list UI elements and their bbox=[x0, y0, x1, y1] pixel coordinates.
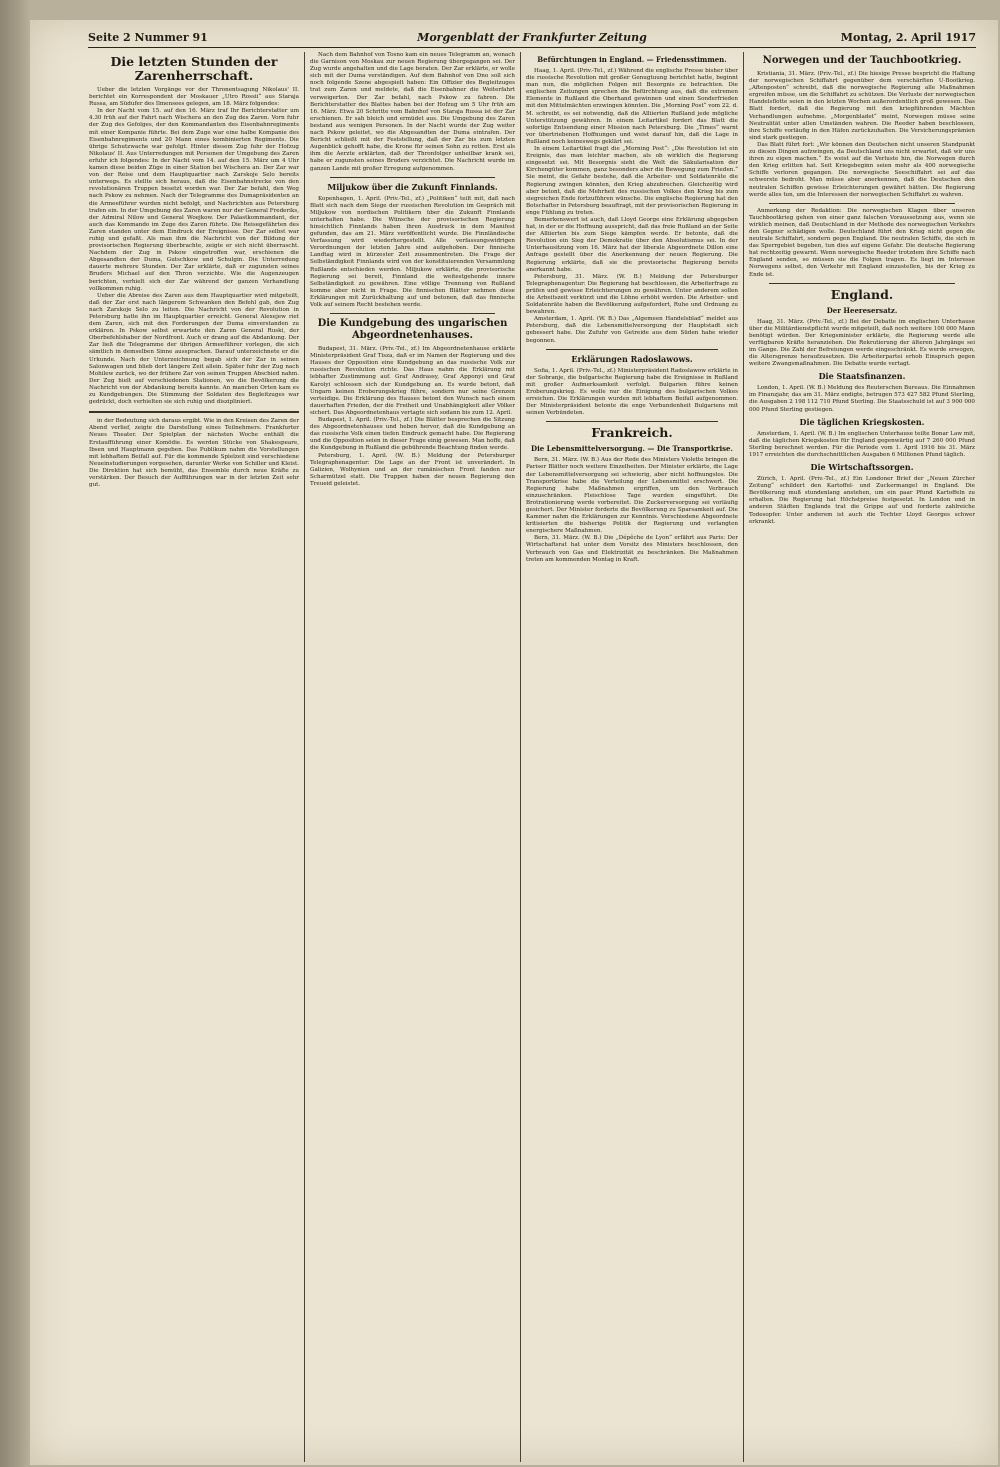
subheadline-lebensmittelversorgung: Die Lebensmittelversorgung. — Die Transportkrise. bbox=[531, 444, 733, 454]
feuilleton-rule bbox=[89, 411, 299, 413]
article-body: In der Nacht vom 15. auf den 16. März traf Ihr Berichterstatter um 4.30 früh auf der Fahrt nach Wischera an den Zug des Zaren. Vorn fuhr der Zug des Gefolges, der den Kommandanten des Eisenbahnregiments mit einer Kompanie führte. Bei dem Zuge war eine halbe Kompanie des Eisenbahnregiments und 20 Mann eines kombinierten Regiments. Die übrige Schutzwache war gefolgt. Hinter diesem Zug fuhr der Hofzug Nikolaus' II. Aus Unterredungen mit Personen der Umgebung des Zaren erfuhr ich folgendes: In der Nacht vom 14. auf den 15. März um 4 Uhr kamen diese beiden Züge in einer Station bei Wischera an. Der Zar war von der Reise und dem Hauptquartier nach Zarskoje Selo bereits unterwegs. Es stellte sich heraus, daß die Eisenbahnstrecke von den revolutionären Truppen besetzt worden war. Der Zar befahl, den Weg nach Pskow zu nehmen. Nach der Telegramme des Dumapräsidenten an die Armeeführer wurden nicht befolgt, und Nachrichten aus Petersburg trafen ein. In der Umgebung des Zaren waren nur der General Frederiks, der Admiral Nilow und General Woejkow. Der Palastkommandant, der auch das Kommando im Zuge des Zaren führte. Die Reisegefährten des Zaren standen unter dem Eindruck der Ereignisse. Der Zar selbst war ruhig und gefaßt. Als man ihm die Nachricht von der Bildung der provisorischen Regierung überbrachte, zeigte er sich nicht überrascht. Nachdem der Zug in Pskow eingetroffen war, erschienen die Abgesandten der Duma, Gutschkow und Schulgin. Die Unterredung dauerte mehrere Stunden. Der Zar erklärte, daß er zugunsten seines Bruders Michael auf den Thron verzichte. Wie die Augenzeugen berichten, verhielt sich der Zar während der ganzen Verhandlung vollkommen ruhig. bbox=[89, 108, 299, 292]
issue-date: Montag, 2. April 1917 bbox=[840, 31, 976, 44]
article-body: Budapest, 31. März. (Priv.-Tel., zf.) Im Abgeordnetenhause erklärte Ministerpräsident Graf Tisza, daß er im Namen der Regierung und des Hauses der Opposition eine Kundgebung an das russische Volk zur russischen Revolution richte. Das Haus nahm die Erklärung mit lebhafter Zustimmung auf. Graf Andrassy, Graf Apponyi und Graf Karolyi schlossen sich der Kundgebung an. Es wurde betont, daß Ungarn keinen Eroberungskrieg führe, sondern nur seine Grenzen verteidige. Die Erklärung des Hauses betont den Wunsch nach einem dauerhaften Frieden, der die Freiheit und Unabhängigkeit aller Völker sichert. Das Abgeordnetenhaus vertagte sich sodann bis zum 12. April. bbox=[310, 346, 515, 416]
article-body: Amsterdam, 1. April. (W. B.) Das „Algemeen Handelsblad“ meldet aus Petersburg, daß die Lebensmittelversorgung der Hauptstadt sich gebessert habe. Die Zufuhr von Getreide aus dem Süden habe wieder begonnen. bbox=[526, 316, 738, 344]
headline-ungarisches-abgeordnetenhaus: Die Kundgebung des ungarischen Abgeordnetenhauses. bbox=[317, 318, 508, 342]
column-3 bbox=[526, 52, 738, 1452]
masthead-rule bbox=[88, 47, 976, 48]
article-separator bbox=[769, 203, 955, 204]
article-body: Sofia, 1. April. (Priv.-Tel., zf.) Ministerpräsident Radoslawow erklärte in der Sobranje, die bulgarische Regierung habe die Ereignisse in Rußland mit großer Aufmerksamkeit verfolgt. Bulgarien führe keinen Eroberungskrieg. Es wolle nur die Einigung des bulgarischen Volkes erreichen. Die Erklärungen wurden mit lebhaftem Beifall aufgenommen. Der Ministerpräsident betonte die enge Verbundenheit Bulgariens mit seinen Verbündeten. bbox=[526, 367, 738, 417]
column-1 bbox=[89, 52, 299, 1452]
feuilleton-text: in der Bedeutung sich daraus ergibt. Wie in den Kreisen des Zaren der Abend verlief, zeigte die Darstellung eines Teilnehmers. Frankfurter Neues Theater. Der Spielplan der nächsten Woche enthält die Erstaufführung einer Komödie. Es werden Stücke von Shakespeare, Ibsen und Hauptmann gegeben. Das Publikum nahm die Vorstellungen mit lebhaftem Beifall auf. Für die kommende Spielzeit sind verschiedene Neueinstudierungen vorgesehen, darunter Werke von Schiller und Kleist. Die Direktion hat sich bemüht, das Ensemble durch neue Kräfte zu verstärken. Der Besuch der Aufführungen war in der letzten Zeit sehr gut. bbox=[89, 418, 299, 489]
page-masthead bbox=[88, 31, 976, 47]
article-body: Amsterdam, 1. April. (W. B.) Im englischen Unterhause teilte Bonar Law mit, daß die täglichen Kriegskosten für England gegenwärtig auf 7 260 000 Pfund Sterling berechnet werden. Für die Periode vom 1. April 1916 bis 31. März 1917 erreichten die durchschnittlichen Ausgaben 6 Millionen Pfund täglich. bbox=[749, 430, 975, 458]
article-body: Kristiania, 31. März. (Priv.-Tel., zf.) Die hiesige Presse bespricht die Haltung der norwegischen Schiffahrt gegenüber dem verschärften U-Bootkrieg. „Aftenposten“ schreibt, daß die norwegische Regierung alle Maßnahmen ergreifen müsse, um die Schiffahrt zu schützen. Die Verluste der norwegischen Handelsflotte seien in den letzten Wochen außerordentlich groß gewesen. Das Blatt fordert, daß die Regierung mit den kriegführenden Mächten Verhandlungen aufnehme. „Morgenbladet“ meint, Norwegen müsse seine Neutralität unter allen Umständen wahren. Die Reeder haben beschlossen, ihre Schiffe vorläufig in den Häfen zurückzuhalten. Die Versicherungsprämien sind stark gestiegen. bbox=[749, 71, 975, 141]
headline-zarenherrschaft: Die letzten Stunden der Zarenherrschaft. bbox=[110, 54, 278, 83]
article-body: Kopenhagen, 1. April. (Priv.-Tel., zf.) „Politiken“ teilt mit, daß nach Blatt sich nach dem Siege der russischen Revolution im Gespräch mit Miljukow von nordischen Politikern über die Zukunft Finnlands unterhalten habe. Die Wünsche der provisorischen Regierung hinsichtlich Finnlands haben ihren Ausdruck in dem Manifest gefunden, das am 21. März veröffentlicht wurde. Die Finnländische Verfassung wird wiederhergestellt. Alle verfassungswidrigen Verordnungen der letzten Jahre sind aufgehoben. Der finnische Landtag wird in kürzester Zeit zusammentreten. Die Frage der Selbständigkeit Finnlands wird von der konstituierenden Versammlung Rußlands entschieden werden. Miljukow erklärte, die provisorische Regierung sei bereit, Finnland die weitestgehende innere Selbständigkeit zu gewähren. Eine völlige Trennung von Rußland komme aber nicht in Frage. Die finnischen Blätter nehmen diese Erklärungen mit Zurückhaltung auf und betonen, daß das finnische Volk auf seinem Recht bestehen werde. bbox=[310, 195, 515, 308]
article-body: In einem Leitartikel fragt die „Morning Post“: „Die Revolution ist ein Ereignis, das man leichter machen, als ob wirklich die Regierung eingesetzt sei. Mit Besorgnis sieht die Welt die Säkularisation der Kirchengüter kommen, ganz besonders aber die Bewegung zum Frieden.“ Sie meint, die Gefahr bestehe, daß die Arbeiter- und Soldatenräte die Regierung zwingen könnten, den Krieg abzubrechen. Gleichzeitig wird aber betont, daß die Mehrheit des russischen Volkes den Krieg bis zum siegreichen Ende fortzuführen wünsche. Die englische Regierung hat den Botschafter in Petersburg beauftragt, mit der provisorischen Regierung in enge Fühlung zu treten. bbox=[526, 146, 738, 216]
article-body: Haag, 31. März. (Priv.-Tel., zf.) Bei der Debatte im englischen Unterhause über die Militärdienstpflicht wurde mitgeteilt, daß noch weitere 100 000 Mann benötigt würden. Der Kriegsminister erklärte, die Regierung werde alle verfügbaren Kräfte heranziehen. Die Rekrutierung der älteren Jahrgänge sei im Gange. Die Zahl der Befreiungen werde eingeschränkt. Es werde erwogen, die Altersgrenze heraufzusetzen. Die Arbeiterpartei erhob Einspruch gegen weitere Zwangsmaßnahmen. Die Debatte wurde vertagt. bbox=[749, 318, 975, 368]
article-body: Petersburg, 31. März. (W. B.) Meldung der Petersburger Telegraphenagentur: Die Regierung hat beschlossen, die Arbeiterfrage zu prüfen und gewisse Erleichterungen zu gewähren. Unter anderem sollen die Arbeitszeit verkürzt und die Löhne erhöht werden. Die Arbeiter- und Soldatenräte haben die Bevölkerung aufgefordert, Ruhe und Ordnung zu bewahren. bbox=[526, 273, 738, 316]
article-separator bbox=[769, 283, 955, 284]
subheadline-heeresersatz: Der Heeresersatz. bbox=[826, 305, 898, 315]
article-body: London, 1. April. (W. B.) Meldung des Reuterschen Bureaus. Die Einnahmen im Finanzjahr, das am 31. März endigte, betrugen 573 427 582 Pfund Sterling, die Ausgaben 2 198 112 710 Pfund Sterling. Die Staatsschuld ist auf 3 900 000 000 Pfund Sterling gestiegen. bbox=[749, 385, 975, 413]
article-intro: Ueber die letzten Vorgänge vor der Thronentsagung Nikolaus' II. berichtet ein Korrespondent der Moskauer „Utro Rossii“ aus Staraja Russa, am Südufer des Ilmensees gelegen, am 18. März folgendes: bbox=[89, 87, 299, 108]
page-edge-shadow bbox=[0, 0, 30, 1467]
article-separator bbox=[546, 349, 718, 350]
headline-kriegskosten: Die täglichen Kriegskosten. bbox=[799, 416, 925, 427]
headline-staatsfinanzen: Die Staatsfinanzen. bbox=[818, 371, 906, 382]
article-body: Bern, 31. März. (W. B.) Aus der Rede des Ministers Violette bringen die Pariser Blätter noch weitere Einzelheiten. Der Minister erklärte, die Lage der Lebensmittelversorgung sei schwierig, aber nicht hoffnungslos. Die Transportkrise habe die Verteilung der Lebensmittel erschwert. Die Regierung habe Maßnahmen ergriffen, um den Verbrauch einzuschränken. Fleischlose Tage wurden eingeführt. Die Brotrationierung werde vorbereitet. Die Zuckerversorgung sei vorläufig gesichert. Der Minister forderte die Bevölkerung zu Sparsamkeit auf. Die Kammer nahm die Erklärungen zur Kenntnis. Verschiedene Abgeordnete kritisierten die bisherige Politik der Regierung und verlangten energischere Maßnahmen. bbox=[526, 457, 738, 535]
article-continuation: Nach dem Bahnhof von Tosno kam ein neues Telegramm an, wonach die Garnison von Moskau zur neuen Regierung übergegangen sei. Der Zug wurde angehalten und die Lage beraten. Der Zar erklärte, er wolle sich mit der Duma verständigen. Auf dem Bahnhof von Dno soll sich noch folgende Szene abgespielt haben: Ein Offizier des Begleitzuges trat zum Zaren und meldete, daß die Eisenbahner die Weiterfahrt verweigerten. Der Zar befahl, nach Pskow zu fahren. Die Berichterstatter des Blattes haben bei der Hofzug um 5 Uhr früh am 16. März. Etwa 20 Schritte vom Bahnhof von Staraja Russa ist der Zar erschienen. Er sah bleich und ermüdet aus. Die Umgebung des Zaren bestand aus wenigen Personen. In der Nacht wurde der Zug weiter nach Pskow geleitet, wo die Abgesandten der Duma eintrafen. Der Bericht schließt mit der Feststellung, daß der Zar bis zum letzten Augenblick gehofft habe, die Krone für seinen Sohn zu retten. Erst als ihm die Aerzte erklärten, daß der Thronfolger unheilbar krank sei, habe er zugunsten seines Bruders verzichtet. Die Nachricht wurde im ganzen Lande mit großer Erregung aufgenommen. bbox=[310, 52, 515, 172]
column-rule bbox=[743, 52, 744, 1462]
article-separator bbox=[330, 313, 495, 314]
article-body: Budapest, 1. April. (Priv.-Tel., zf.) Die Blätter besprechen die Sitzung des Abgeordnetenhauses und heben hervor, daß die Kundgebung an das russische Volk einen tiefen Eindruck gemacht habe. Die Regierung und die Opposition seien in dieser Frage einig gewesen. Man hoffe, daß die Kundgebung in Rußland die gebührende Beachtung finden werde. bbox=[310, 417, 515, 452]
newspaper-title: Morgenblatt der Frankfurter Zeitung bbox=[417, 31, 647, 44]
article-body: Haag, 1. April. (Priv.-Tel., zf.) Während die englische Presse bisher über die russische Revolution mit großer Genugtuung berichtet hatte, beginnt man nun, die möglichen Folgen mit Besorgnis zu betrachten. Die englischen Zeitungen sprechen die Befürchtung aus, daß die extremen Elemente in Rußland die Oberhand gewinnen und einen Sonderfrieden mit den Mittelmächten erzwingen könnten. Die „Morning Post“ vom 22. d. M. schreibt, es sei notwendig, daß die Alliierten Rußland jede mögliche Unterstützung gewähren. In einem Leitartikel fordert das Blatt die sofortige Entsendung einer Mission nach Petersburg. Die „Times“ warnt vor übertriebenen Hoffnungen und weist darauf hin, daß die Lage in Rußland noch keineswegs geklärt sei. bbox=[526, 68, 738, 145]
article-body: Bern, 31. März. (W. B.) Die „Dépêche de Lyon“ erfährt aus Paris: Der Wirtschaftsrat hat unter dem Vorsitz des Ministers beschlossen, den Verbrauch von Gas und Elektrizität zu beschränken. Die Maßnahmen treten am kommenden Montag in Kraft. bbox=[526, 535, 738, 563]
article-body: Das Blatt führt fort: „Wir können den Deutschen nicht unseren Standpunkt zu diesen Dingen aufzwingen, da Deutschland uns nicht erwartet, daß wir uns ihren zu eigen machen.“ Es weist auf die Verluste hin, die Norwegen durch den Krieg erlitten hat. Seit Kriegsbeginn seien mehr als 400 norwegische Schiffe verloren gegangen. Die norwegische Seeschiffahrt sei auf das schwerste bedroht. Man müsse aber anerkennen, daß die Deutschen den neutralen Schiffen gewisse Erleichterungen gewährt hätten. Die Regierung werde alles tun, um die Interessen der norwegischen Schiffahrt zu wahren. bbox=[749, 141, 975, 198]
headline-befuerchtungen-england: Befürchtungen in England. — Friedensstimmen. bbox=[537, 55, 727, 64]
page-number: Seite 2 Nummer 91 bbox=[88, 31, 208, 44]
headline-miljukow-finnland: Miljukow über die Zukunft Finnlands. bbox=[327, 181, 498, 192]
column-rule bbox=[304, 52, 305, 1462]
article-body: Ueber die Abreise des Zaren aus dem Hauptquartier wird mitgeteilt, daß der Zar erst nach längerem Schwanken den Befehl gab, den Zug nach Zarskoje Selo zu leiten. Die Nachricht von der Revolution in Petersburg hatte ihn im Hauptquartier erreicht. General Alexejew riet dem Zaren, sich mit den Forderungen der Duma einverstanden zu erklären. In Pskow selbst erwartete den Zaren General Ruski, der Oberbefehlshaber der Nordfront. Auch er drang auf die Abdankung. Der Zar ließ die Telegramme der übrigen Armeeführer vorlegen, die sich sämtlich in demselben Sinne aussprachen. Darauf unterzeichnete er die Urkunde. Nach der Unterzeichnung begab sich der Zar in seinen Salonwagen und blieb dort längere Zeit allein. Später fuhr der Zug nach Mohilew zurück, wo der frühere Zar von seinen Truppen Abschied nahm. Der Zug hielt auf verschiedenen Stationen, wo die Bevölkerung die Nachricht von der Abdankung bereits kannte. An manchen Orten kam es zu Kundgebungen. Die Stimmung der Soldaten des Begleitzuges war gedrückt, doch verhielten sie sich ruhig und diszipliniert. bbox=[89, 292, 299, 406]
headline-wirtschaftssorgen: Die Wirtschaftssorgen. bbox=[810, 462, 914, 473]
article-separator bbox=[330, 177, 495, 178]
column-2 bbox=[310, 52, 515, 1452]
headline-england: England. bbox=[830, 286, 894, 302]
column-4 bbox=[749, 52, 975, 1452]
column-rule bbox=[520, 52, 521, 1462]
editorial-note: Anmerkung der Redaktion: Die norwegischen Klagen über unseren Tauchbootkrieg gehen von einer ganz falschen Voraussetzung aus, wenn sie wirklich meinen, daß Deutschland in der Methode des norwegischen Verkehrs den Gegner schädigen wolle. Deutschland führt den Krieg nicht gegen die neutrale Schiffahrt, sondern gegen England. Die neutralen Schiffe, die sich in das Sperrgebiet begeben, tun dies auf eigene Gefahr. Die deutsche Regierung hat rechtzeitig gewarnt. Wenn norwegische Reeder trotzdem ihre Schiffe nach England senden, so müssen sie die Folgen tragen. Es liegt im Interesse Norwegens selbst, den Verkehr mit England einzustellen, bis der Krieg zu Ende ist. bbox=[749, 207, 975, 278]
article-body: Petersburg, 1. April. (W. B.) Meldung der Petersburger Telegraphenagentur: Die Lage an der Front ist unverändert. In Galizien, Wolhynien und an der rumänischen Front fanden nur Scharmützel statt. Die Truppen haben der neuen Regierung den Treueid geleistet. bbox=[310, 452, 515, 487]
article-body: Zürich, 1. April. (Priv.-Tel., zf.) Ein Londoner Brief der „Neuen Zürcher Zeitung“ schildert den Kartoffel- und Zuckermangel in England. Die Bevölkerung muß stundenlang anstehen, um ein paar Pfund Kartoffeln zu erhalten. Die Regierung hat Höchstpreise festgesetzt. In London und in anderen Städten Englands trat die Grippe auf und forderte zahlreiche Todesopfer. Unter anderem ist auch die Tochter Lloyd Georges schwer erkrankt. bbox=[749, 476, 975, 525]
article-body: Bemerkenswert ist auch, daß Lloyd George eine Erklärung abgegeben hat, in der er die Hoffnung ausspricht, daß das freie Rußland an der Seite der Alliierten bis zum Siege kämpfen werde. Er betonte, daß die Revolution ein Sieg der Demokratie über den Absolutismus sei. In der Unterhausitzung vom 16. März hat der liberale Abgeordnete Dillon eine Anfrage gestellt über die Anerkennung der neuen Regierung. Die Regierung erklärte, daß sie die provisorische Regierung bereits anerkannt habe. bbox=[526, 216, 738, 273]
headline-radoslawow: Erklärungen Radoslawows. bbox=[571, 353, 693, 364]
headline-norwegen-tauchbootkrieg: Norwegen und der Tauchbootkrieg. bbox=[762, 55, 962, 66]
headline-frankreich: Frankreich. bbox=[591, 425, 673, 441]
article-separator bbox=[546, 421, 718, 422]
